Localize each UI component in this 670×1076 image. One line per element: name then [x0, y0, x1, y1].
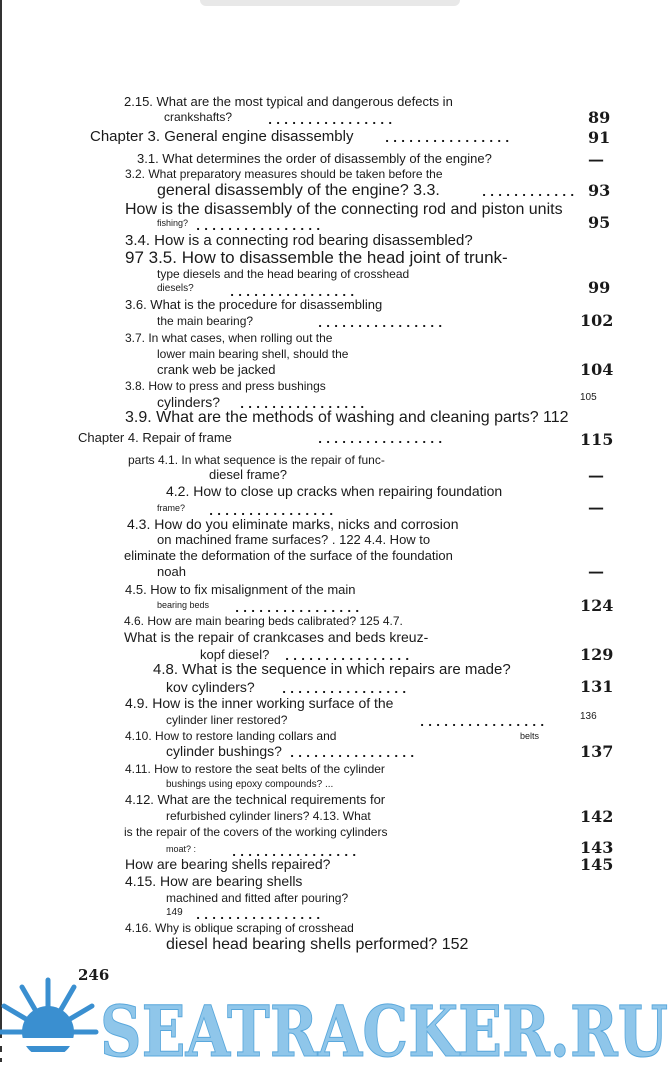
toc-line: How is the disassembly of the connecting rod and piston units: [125, 201, 563, 218]
toc-page: 91: [588, 128, 611, 147]
toc-line: fishing?: [157, 218, 189, 228]
toc-page: 124: [580, 596, 614, 615]
toc-line: 4.6. How are main bearing beds calibrated? 125 4.7.: [124, 614, 403, 628]
toc-page: —: [588, 466, 604, 485]
toc-dots: . . . . . . . . . . . . . . . .: [235, 602, 360, 615]
toc-line: 4.10. How to restore landing collars and: [125, 729, 337, 743]
toc-line: 4.9. How is the inner working surface of the: [125, 695, 394, 711]
toc-line: 4.12. What are the technical requirements for: [125, 792, 386, 807]
toc-dots: . . . . . . . . . . . . . . . .: [318, 433, 443, 446]
toc-line: 4.16. Why is oblique scraping of crosshead: [125, 921, 354, 935]
toc-line: eliminate the deformation of the surface of the foundation: [124, 548, 453, 563]
toc-page: 129: [580, 645, 614, 664]
toc-line: 3.1. What determines the order of disassembly of the engine?: [137, 151, 492, 166]
toc-line: the main bearing?: [157, 314, 254, 328]
toc-line: crank web be jacked: [157, 362, 276, 377]
toc-line: How are bearing shells repaired?: [125, 856, 331, 872]
toc-dots: . . . . . . . . . . . . . . . .: [268, 114, 393, 127]
toc-line: cylinder liner restored?: [166, 713, 288, 727]
toc-line: 3.8. How to press and press bushings: [125, 379, 326, 393]
toc-page: 99: [588, 278, 611, 297]
toc-page: —: [588, 498, 604, 517]
toc-line: refurbished cylinder liners? 4.13. What: [166, 809, 371, 823]
toc-line: diesel head bearing shells performed? 152: [166, 936, 469, 953]
toc-dots: . . . . . . . . . . . . . . . .: [209, 505, 334, 518]
toc-line: diesel frame?: [209, 467, 288, 482]
toc-line: 2.15. What are the most typical and dangerous defects in: [124, 94, 453, 109]
toc-page: 93: [588, 181, 611, 200]
chapter-heading: Chapter 3. General engine disassembly: [90, 128, 354, 145]
toc-dots: . . . . . . . . . . . . . . . .: [232, 846, 357, 859]
toc-line: cylinder bushings?: [166, 743, 282, 759]
toc-line: 3.7. In what cases, when rolling out the: [125, 331, 333, 345]
toc-line: 4.15. How are bearing shells: [125, 873, 303, 889]
toc-page: 137: [580, 742, 614, 761]
toc-page: 142: [580, 807, 614, 826]
toc-dots: . . . . . . . . . . . . . . . .: [385, 132, 510, 145]
toc-line: diesels?: [157, 283, 194, 294]
chapter-heading: Chapter 4. Repair of frame: [78, 430, 232, 445]
toc-line: on machined frame surfaces? . 122 4.4. How to: [157, 532, 431, 547]
toc-line: 97 3.5. How to disassemble the head joint of trunk-: [125, 248, 508, 267]
toc-line: 149: [166, 907, 183, 918]
toc-line: crankshafts?: [164, 110, 233, 124]
toc-dots: . . . . . . . . . . . . . . . .: [290, 747, 415, 760]
toc-line: 4.3. How do you eliminate marks, nicks and corrosion: [127, 516, 459, 532]
toc-page: 89: [588, 108, 611, 127]
toc-line: What is the repair of crankcases and beds kreuz-: [124, 629, 429, 645]
toc-dots: . . . . . . . . . . . . . . . .: [240, 398, 365, 411]
watermark: [0, 974, 670, 1076]
toc-dots: . . . . . . . . . . . . . . . .: [285, 650, 410, 663]
toc-dots: . . . . . . . . . . . . . . . .: [318, 317, 443, 330]
toc-line: lower main bearing shell, should the: [157, 347, 349, 361]
toc-line: moat? :: [166, 844, 197, 854]
toc-line: type diesels and the head bearing of crosshead: [157, 267, 410, 281]
toc-line: 3.6. What is the procedure for disassembling: [125, 297, 383, 312]
toc-line: 3.9. What are the methods of washing and cleaning parts? 112: [125, 409, 569, 426]
toc-line: frame?: [157, 503, 186, 513]
toc-page: 143: [580, 838, 614, 857]
toc-page: 95: [588, 213, 611, 232]
toc-line: general disassembly of the engine? 3.3.: [157, 182, 440, 199]
toc-page: —: [588, 562, 604, 581]
toc-line: kopf diesel?: [200, 647, 270, 662]
toc-line: 4.5. How to fix misalignment of the main: [125, 582, 356, 597]
toc-line: 3.2. What preparatory measures should be taken before the: [125, 167, 443, 181]
sun-icon: [0, 980, 100, 1076]
toc-line: is the repair of the covers of the working cylinders: [124, 825, 388, 839]
toc-line: belts: [520, 731, 540, 741]
toc-line: 4.11. How to restore the seat belts of the cylinder: [125, 762, 385, 776]
toc-line: machined and fitted after pouring?: [166, 891, 349, 905]
page-edge: [0, 0, 2, 1076]
scan-smudge: [200, 0, 460, 6]
page-number: 246: [78, 966, 110, 984]
toc-line: bushings using epoxy compounds? ...: [166, 779, 334, 790]
toc-page: 104: [580, 360, 614, 379]
toc-dots: . . . . . . . . . . . . . . . .: [196, 220, 321, 233]
toc-page: 105: [580, 392, 597, 403]
toc-page: 131: [580, 677, 614, 696]
toc-page: 136: [580, 711, 597, 722]
toc-line: 3.4. How is a connecting rod bearing disassembled?: [125, 232, 473, 249]
toc-line: kov cylinders?: [166, 679, 255, 695]
toc-line: bearing beds: [157, 600, 210, 610]
toc-page: 145: [580, 855, 614, 874]
toc-line: cylinders?: [157, 394, 221, 410]
toc-dots: . . . . . . . . . . . .: [482, 186, 575, 199]
watermark-text: SEATRACKER.RU: [100, 990, 668, 1073]
toc-dots: . . . . . . . . . . . . . . . .: [420, 716, 545, 729]
toc-dots: . . . . . . . . . . . . . . . .: [282, 683, 407, 696]
toc-dots: . . . . . . . . . . . . . . . .: [196, 909, 321, 922]
toc-page: 102: [580, 311, 614, 330]
toc-dots: . . . . . . . . . . . . . . . .: [230, 286, 355, 299]
toc-line: 4.2. How to close up cracks when repairing foundation: [166, 483, 503, 499]
toc-page: —: [588, 150, 604, 169]
toc-line: 4.8. What is the sequence in which repairs are made?: [153, 661, 511, 678]
toc-page: 115: [580, 430, 614, 449]
toc-line: parts 4.1. In what sequence is the repair of func-: [128, 453, 385, 467]
toc-line: noah: [157, 564, 186, 579]
